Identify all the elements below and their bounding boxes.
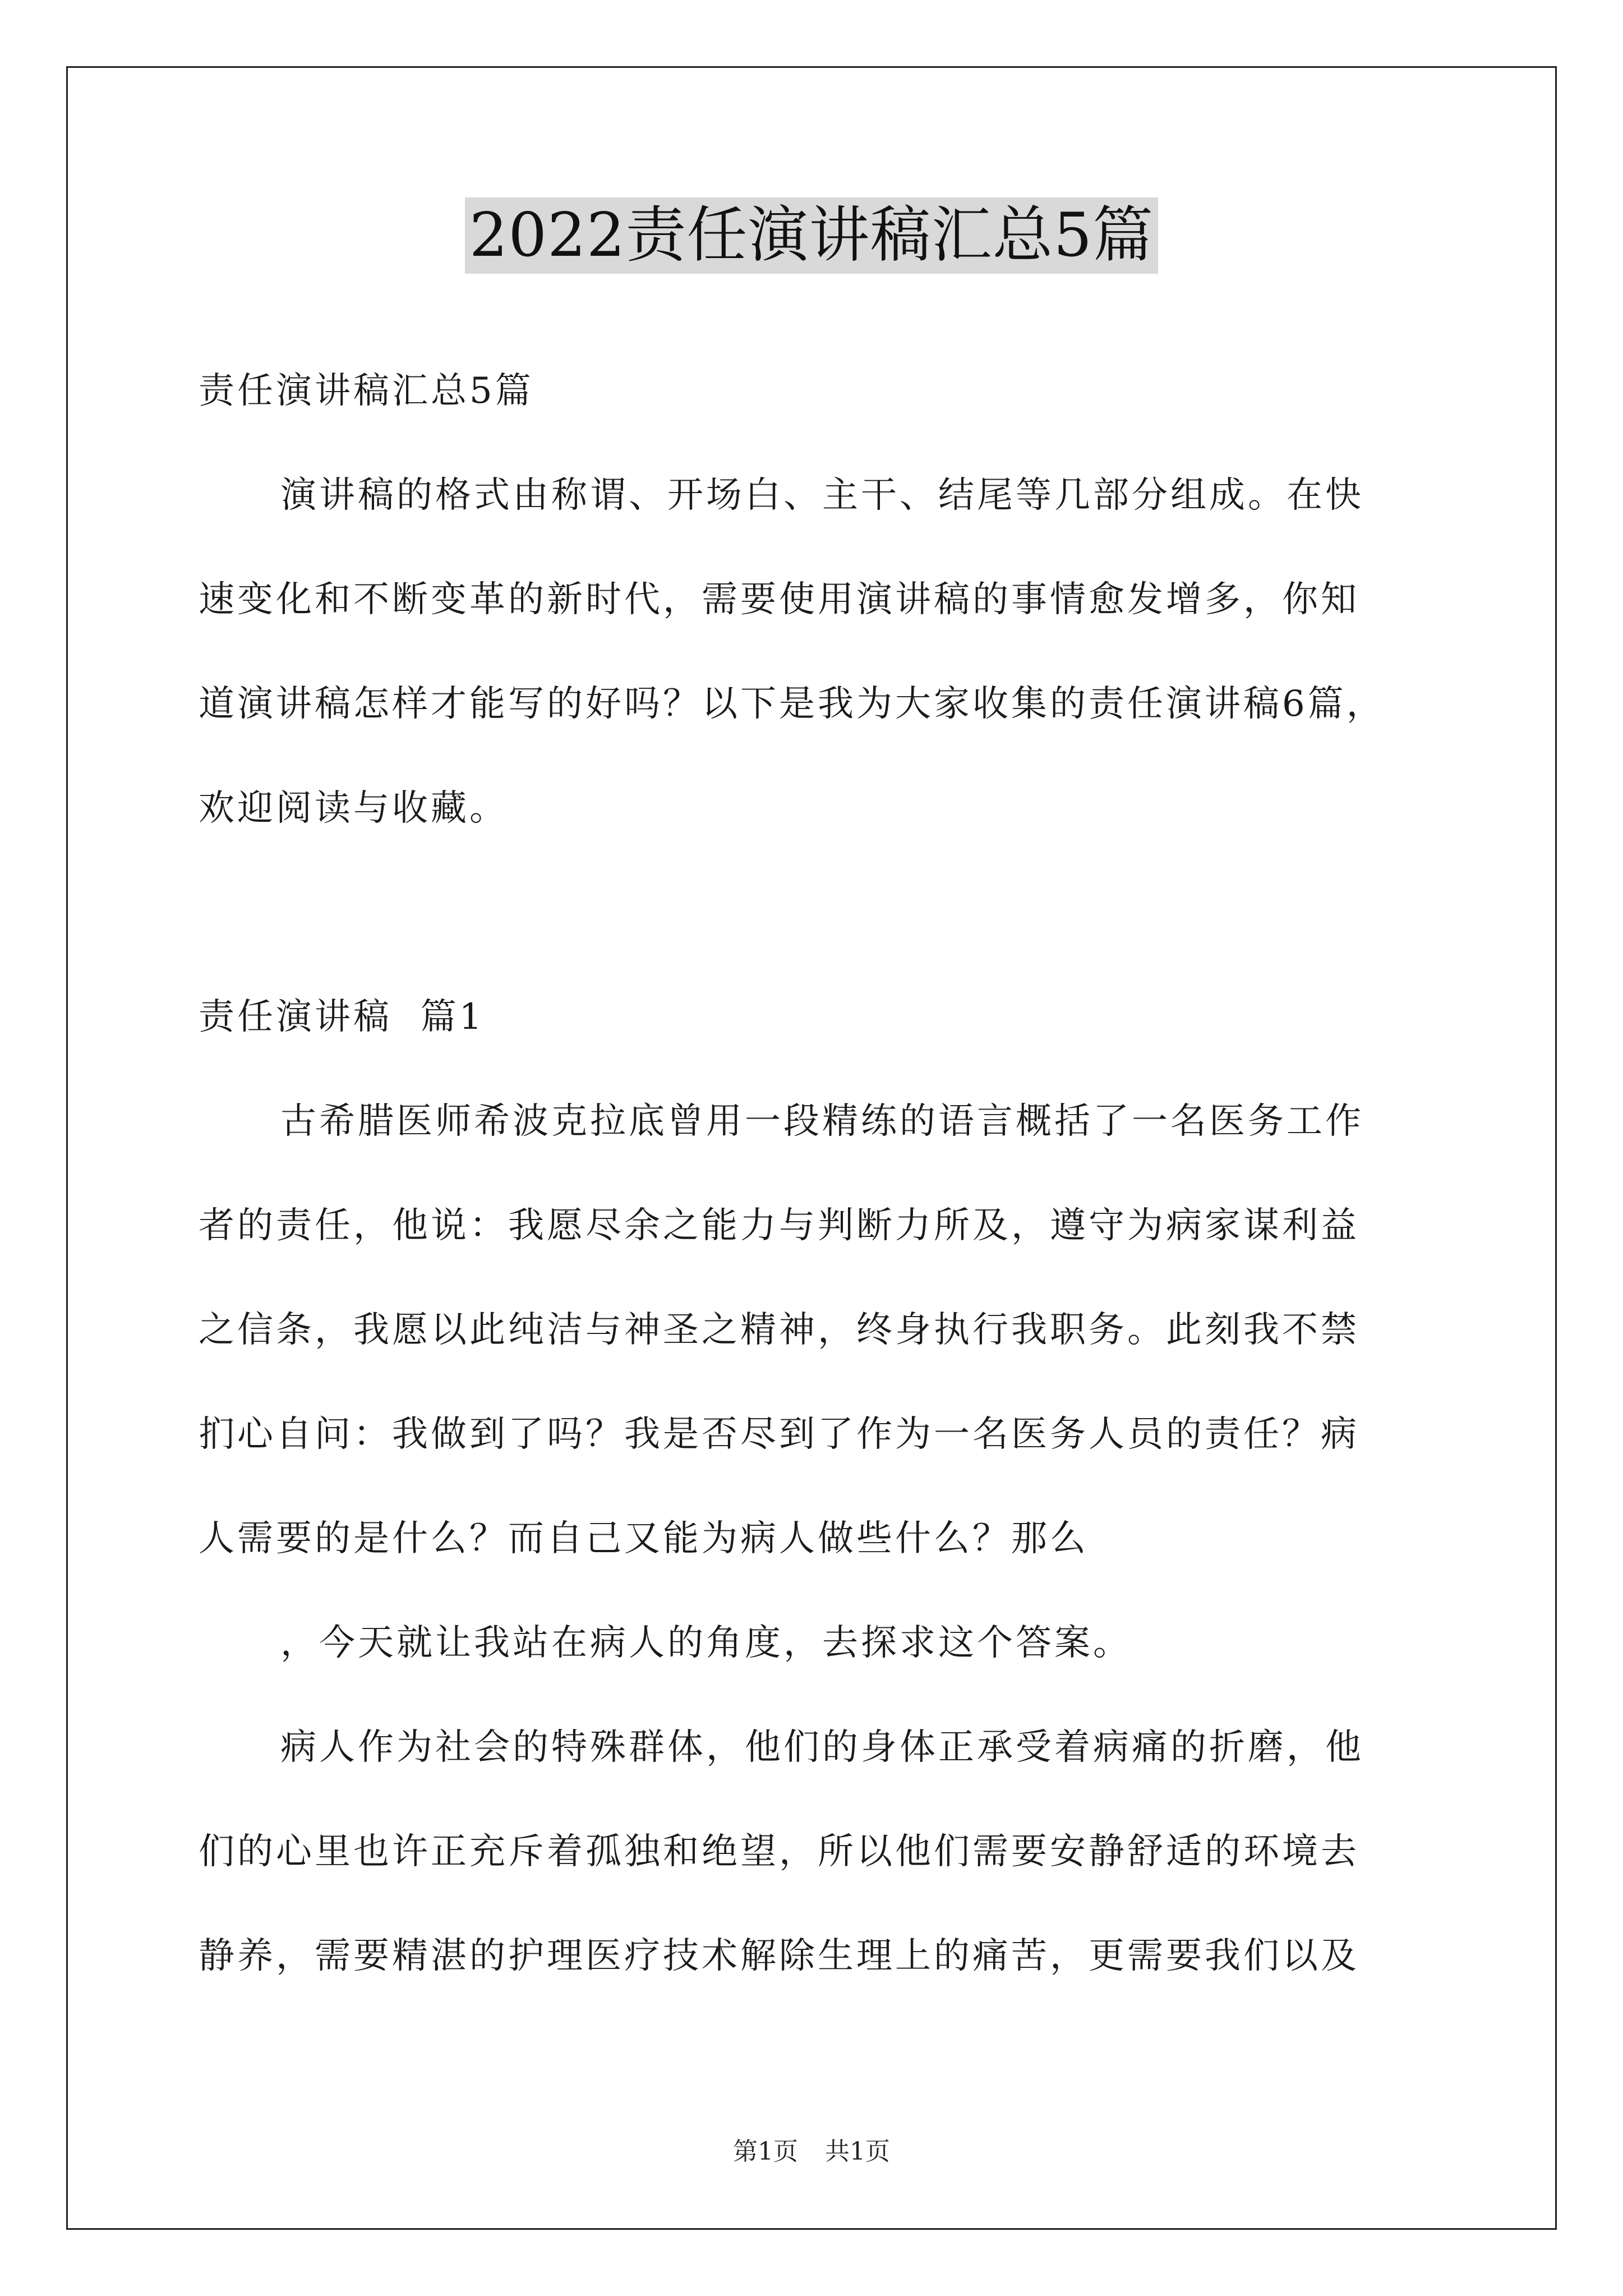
spacer [199, 861, 1432, 965]
text-line: 人需要的是什么？而自己又能为病人做些什么？那么 [199, 1518, 1089, 1559]
text-line: 欢迎阅读与收藏。 [199, 788, 508, 829]
text-line: 病人作为社会的特殊群体，他们的身体正承受着病痛的折磨，他 [280, 1727, 1364, 1768]
intro-paragraph [199, 443, 1432, 861]
text-line: 演讲稿的格式由称谓、开场白、主干、结尾等几部分组成。在快 [280, 475, 1364, 516]
page-footer [0, 2136, 1623, 2168]
document-subtitle: 责任演讲稿汇总5篇 [199, 370, 534, 412]
text-line: 之信条，我愿以此纯洁与神圣之精神，终身执行我职务。此刻我不禁 [199, 1309, 1359, 1351]
page-number: 第1页 [733, 2137, 798, 2166]
body-paragraph-3 [199, 1695, 1432, 2008]
text-line: 者的责任，他说：我愿尽余之能力与判断力所及，遵守为病家谋利益 [199, 1205, 1359, 1246]
body-paragraph-2 [199, 1591, 1432, 1695]
text-line: ，今天就让我站在病人的角度，去探求这个答案。 [280, 1622, 1132, 1664]
page-total: 共1页 [825, 2137, 890, 2166]
text-line: 速变化和不断变革的新时代，需要使用演讲稿的事情愈发增多，你知 [199, 579, 1359, 620]
document-title: 2022责任演讲稿汇总5篇 [465, 197, 1159, 274]
text-line: 古希腊医师希波克拉底曾用一段精练的语言概括了一名医务工作 [280, 1101, 1364, 1142]
title-container [0, 197, 1623, 274]
section-heading: 责任演讲稿 篇1 [199, 996, 485, 1038]
document-body [199, 339, 1432, 2008]
text-line: 道演讲稿怎样才能写的好吗？以下是我为大家收集的责任演讲稿6篇， [199, 683, 1385, 725]
text-line: 静养，需要精湛的护理医疗技术解除生理上的痛苦，更需要我们以及 [199, 1935, 1359, 1977]
text-line: 们的心里也许正充斥着孤独和绝望，所以他们需要安静舒适的环境去 [199, 1831, 1359, 1872]
text-line: 扪心自问：我做到了吗？我是否尽到了作为一名医务人员的责任？病 [199, 1414, 1359, 1455]
body-paragraph-1 [199, 1069, 1432, 1591]
